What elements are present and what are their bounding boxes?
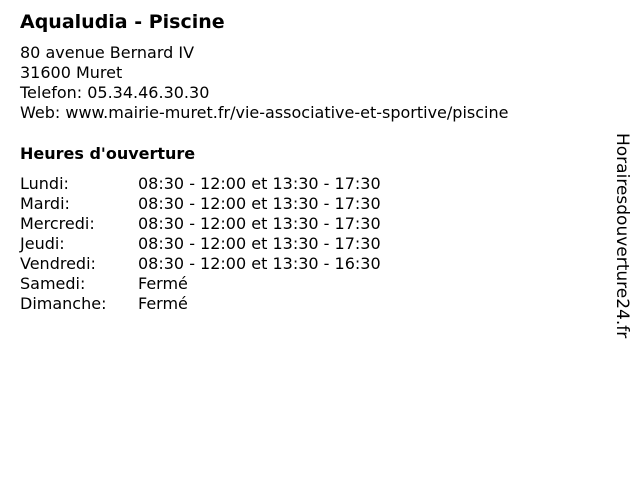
day-label: Samedi: xyxy=(20,274,86,293)
day-label: Vendredi: xyxy=(20,254,96,273)
page-title: Aqualudia - Piscine xyxy=(20,11,225,33)
day-label: Mercredi: xyxy=(20,214,95,233)
day-label: Lundi: xyxy=(20,174,69,193)
city-address: 31600 Muret xyxy=(20,63,123,82)
day-hours: Fermé xyxy=(138,294,188,313)
day-hours: 08:30 - 12:00 et 13:30 - 17:30 xyxy=(138,214,381,233)
street-address: 80 avenue Bernard IV xyxy=(20,43,195,62)
day-hours: 08:30 - 12:00 et 13:30 - 17:30 xyxy=(138,174,381,193)
day-hours: Fermé xyxy=(138,274,188,293)
site-brand xyxy=(612,133,632,345)
day-label: Dimanche: xyxy=(20,294,107,313)
hours-row-sunday xyxy=(20,294,440,314)
opening-hours-table xyxy=(20,174,440,314)
hours-row-wednesday xyxy=(20,214,440,234)
opening-hours-heading: Heures d'ouverture xyxy=(20,144,196,163)
address-block xyxy=(20,43,508,123)
hours-row-thursday xyxy=(20,234,440,254)
day-hours: 08:30 - 12:00 et 13:30 - 17:30 xyxy=(138,194,381,213)
phone-number: Telefon: 05.34.46.30.30 xyxy=(20,83,210,102)
day-hours: 08:30 - 12:00 et 13:30 - 16:30 xyxy=(138,254,381,273)
hours-row-monday xyxy=(20,174,440,194)
site-brand-text: Horairesdouverture24.fr xyxy=(612,133,632,339)
day-hours: 08:30 - 12:00 et 13:30 - 17:30 xyxy=(138,234,381,253)
hours-row-saturday xyxy=(20,274,440,294)
day-label: Jeudi: xyxy=(20,234,65,253)
website-link[interactable]: Web: www.mairie-muret.fr/vie-associative-et-sportive/piscine xyxy=(20,103,509,122)
hours-row-friday xyxy=(20,254,440,274)
hours-row-tuesday xyxy=(20,194,440,214)
day-label: Mardi: xyxy=(20,194,70,213)
